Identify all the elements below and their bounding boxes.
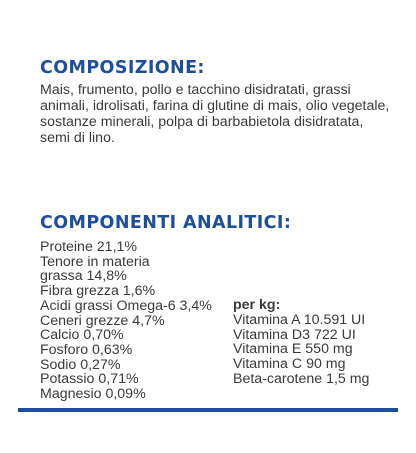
vitamins-list — [233, 313, 369, 387]
analytical-value-item: grassa 14,8% — [40, 268, 127, 285]
vitamin-item: Vitamina C 90 mg — [233, 356, 346, 373]
analytical-values-list — [40, 240, 212, 402]
analytical-value-item: Acidi grassi Omega-6 3,4% — [40, 297, 212, 314]
vitamin-item: Vitamina A 10.591 UI — [233, 312, 366, 328]
vitamin-item: Vitamina E 550 mg — [233, 341, 353, 358]
analytical-value-item: Sodio 0,27% — [40, 356, 121, 373]
analytical-components-heading: COMPONENTI ANALITICI: — [40, 213, 292, 233]
analytical-value-item: Fibra grezza 1,6% — [40, 283, 156, 300]
vitamin-item: Beta-carotene 1,5 mg — [233, 370, 370, 387]
analytical-value-item: Fosforo 0,63% — [40, 341, 133, 358]
analytical-value-item: Magnesio 0,09% — [40, 386, 146, 403]
per-kg-label: per kg: — [233, 297, 281, 313]
vitamin-item: Vitamina D3 722 UI — [233, 326, 356, 343]
analytical-value-item: Proteine 21,1% — [40, 239, 138, 255]
composition-heading: COMPOSIZIONE: — [40, 58, 205, 78]
analytical-value-item: Potassio 0,71% — [40, 371, 139, 388]
composition-text: Mais, frumento, pollo e tacchino disidratati, grassi animali, idrolisati, farina di glutine di mais, olio vegetale, sostanze minerali, polpa di barbabietola disidratata, semi di lino. — [40, 82, 390, 147]
analytical-value-item: Tenore in materia — [40, 253, 150, 270]
analytical-value-item: Ceneri grezze 4,7% — [40, 312, 165, 329]
bottom-divider-bar — [18, 408, 398, 412]
analytical-value-item: Calcio 0,70% — [40, 327, 124, 344]
